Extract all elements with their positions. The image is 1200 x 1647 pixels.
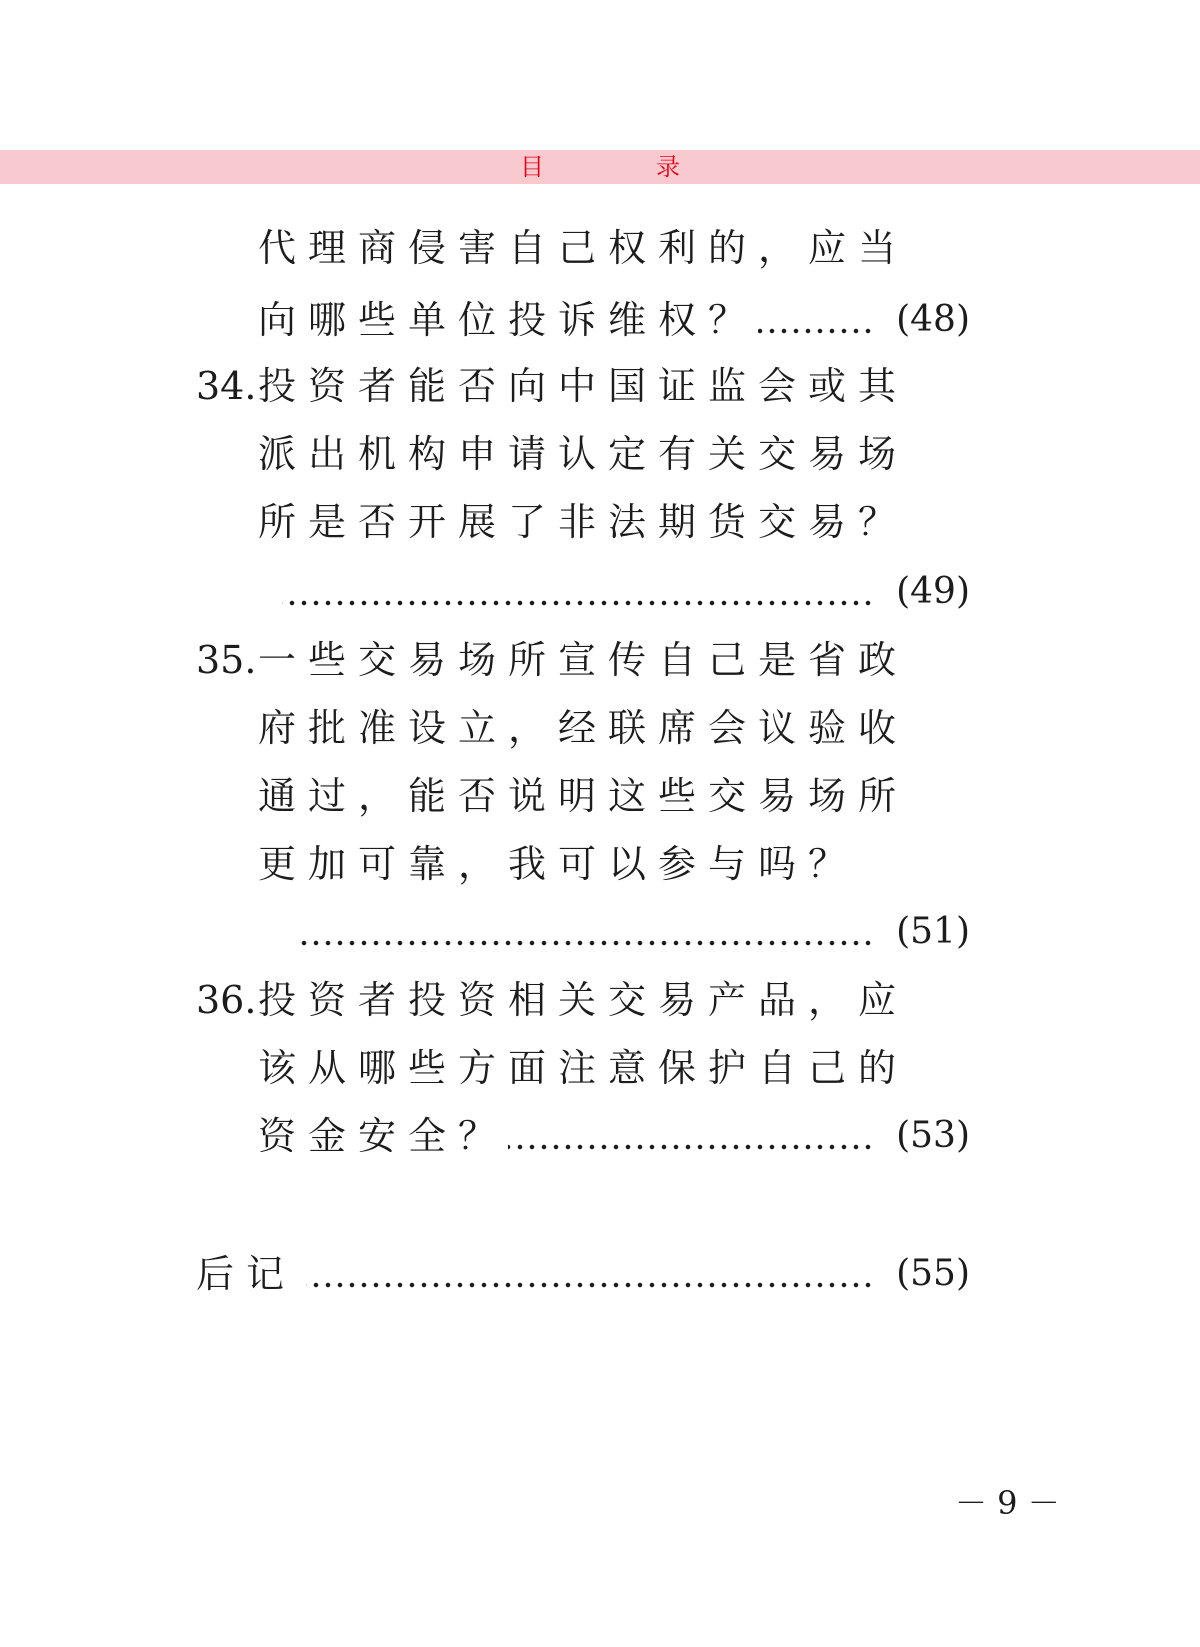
toc-entry-text: 该从哪些方面注意保护自己的 <box>258 1046 909 1090</box>
dot-leader <box>758 290 874 350</box>
toc-entry-text: 通过，能否说明这些交易场所 <box>258 774 909 818</box>
toc-page-number: (51) <box>896 911 970 952</box>
toc-entry-51[interactable] <box>300 902 970 962</box>
toc-entry-text: 后记 <box>196 1252 297 1296</box>
toc-entry-afterword[interactable] <box>196 1244 970 1304</box>
dot-leader <box>300 902 874 962</box>
toc-entry-text: 所是否开展了非法期货交易？ <box>258 500 909 544</box>
toc-page-number: (53) <box>896 1115 970 1156</box>
toc-entry-text: 代理商侵害自己权利的，应当 <box>258 226 909 270</box>
toc-entry-number: 35. <box>196 638 257 682</box>
page-title: 目 录 <box>520 153 724 181</box>
toc-entry-text: 向哪些单位投诉维权？ <box>258 298 759 342</box>
dot-leader <box>508 1106 874 1166</box>
toc-entry-text: 派出机构申请认定有关交易场 <box>258 432 909 476</box>
toc-entry-text: 一些交易场所宣传自己是省政 <box>258 638 909 682</box>
toc-entry-49[interactable] <box>282 562 970 622</box>
toc-page-number: (48) <box>896 299 970 340</box>
toc-page-number: (55) <box>896 1253 970 1294</box>
toc-entry-text: 更加可靠，我可以参与吗？ <box>258 842 859 886</box>
dot-leader <box>306 1244 874 1304</box>
toc-entry-number: 36. <box>196 978 257 1022</box>
toc-entry-text: 投资者能否向中国证监会或其 <box>258 364 909 408</box>
toc-entry-48[interactable] <box>258 290 970 350</box>
toc-entry-text: 府批准设立，经联席会议验收 <box>258 706 909 750</box>
header-band <box>0 150 1200 184</box>
dot-leader <box>282 562 874 622</box>
footer-page-number: － 9 － <box>955 1484 1060 1522</box>
toc-entry-text: 资金安全？ <box>258 1114 509 1158</box>
toc-entry-number: 34. <box>196 364 257 408</box>
toc-page-number: (49) <box>896 571 970 612</box>
toc-entry-text: 投资者投资相关交易产品，应 <box>258 978 909 1022</box>
toc-entry-53[interactable] <box>258 1106 970 1166</box>
